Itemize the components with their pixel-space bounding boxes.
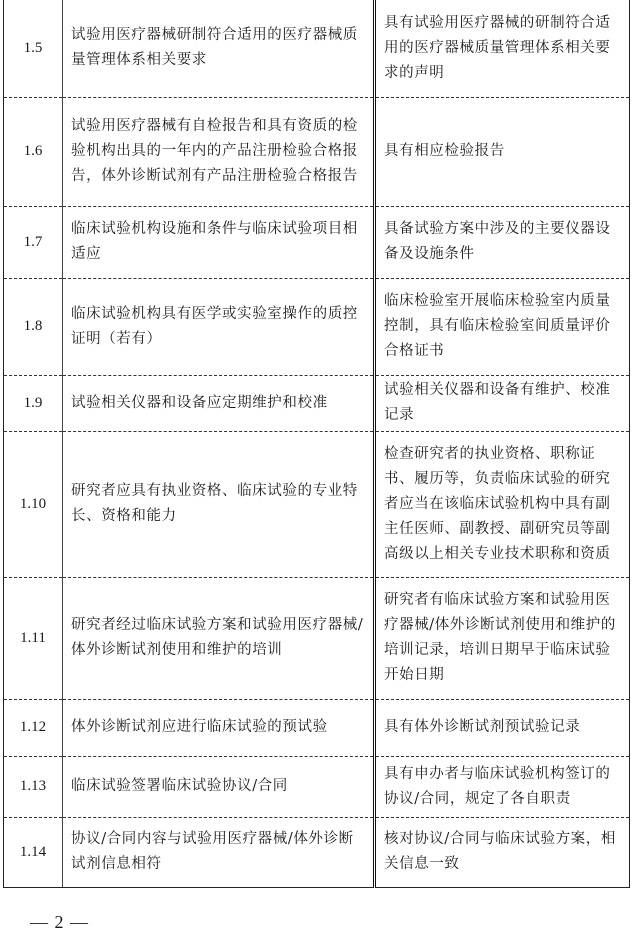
page-number: — 2 — — [30, 912, 89, 932]
table-row — [4, 699, 630, 756]
item-number: 1.14 — [4, 817, 63, 887]
requirement-cell: 临床试验机构具有医学或实验室操作的质控证明（若有） — [63, 278, 375, 375]
item-number: 1.13 — [4, 756, 63, 817]
requirement-cell: 研究者应具有执业资格、临床试验的专业特长、资格和能力 — [63, 431, 375, 577]
table-row — [4, 0, 630, 97]
table-row — [4, 97, 630, 206]
item-number: 1.9 — [4, 375, 63, 431]
item-number: 1.8 — [4, 278, 63, 375]
requirement-cell: 协议/合同内容与试验用医疗器械/体外诊断试剂信息相符 — [63, 817, 375, 887]
requirement-cell: 临床试验签署临床试验协议/合同 — [63, 756, 375, 817]
requirement-cell: 体外诊断试剂应进行临床试验的预试验 — [63, 699, 375, 756]
table-row — [4, 375, 630, 431]
item-number: 1.11 — [4, 577, 63, 699]
requirement-cell: 试验用医疗器械研制符合适用的医疗器械质量管理体系相关要求 — [63, 0, 375, 97]
inspection-table — [3, 0, 630, 888]
item-number: 1.6 — [4, 97, 63, 206]
item-number: 1.12 — [4, 699, 63, 756]
item-number: 1.7 — [4, 206, 63, 278]
requirement-cell: 研究者经过临床试验方案和试验用医疗器械/体外诊断试剂使用和维护的培训 — [63, 577, 375, 699]
requirement-cell: 试验用医疗器械有自检报告和具有资质的检验机构出具的一年内的产品注册检验合格报告，体外诊断试剂有产品注册检验合格报告 — [63, 97, 375, 206]
evidence-cell: 具备试验方案中涉及的主要仪器设备及设施条件 — [375, 206, 630, 278]
table-row — [4, 817, 630, 887]
item-number: 1.5 — [4, 0, 63, 97]
evidence-cell: 临床检验室开展临床检验室内质量控制，具有临床检验室间质量评价合格证书 — [375, 278, 630, 375]
evidence-cell: 具有相应检验报告 — [375, 97, 630, 206]
evidence-cell: 具有申办者与临床试验机构签订的协议/合同，规定了各自职责 — [375, 756, 630, 817]
table-row — [4, 756, 630, 817]
requirement-cell: 试验相关仪器和设备应定期维护和校准 — [63, 375, 375, 431]
table-row — [4, 206, 630, 278]
item-number: 1.10 — [4, 431, 63, 577]
evidence-cell: 具有体外诊断试剂预试验记录 — [375, 699, 630, 756]
evidence-cell: 检查研究者的执业资格、职称证书、履历等，负责临床试验的研究者应当在该临床试验机构中具有副主任医师、副教授、副研究员等副高级以上相关专业技术职称和资质 — [375, 431, 630, 577]
requirement-cell: 临床试验机构设施和条件与临床试验项目相适应 — [63, 206, 375, 278]
table-row — [4, 431, 630, 577]
evidence-cell: 具有试验用医疗器械的研制符合适用的医疗器械质量管理体系相关要求的声明 — [375, 0, 630, 97]
evidence-cell: 核对协议/合同与临床试验方案，相关信息一致 — [375, 817, 630, 887]
table-row — [4, 278, 630, 375]
evidence-cell: 研究者有临床试验方案和试验用医疗器械/体外诊断试剂使用和维护的培训记录，培训日期早于临床试验开始日期 — [375, 577, 630, 699]
evidence-cell: 试验相关仪器和设备有维护、校准记录 — [375, 375, 630, 431]
table-row — [4, 577, 630, 699]
